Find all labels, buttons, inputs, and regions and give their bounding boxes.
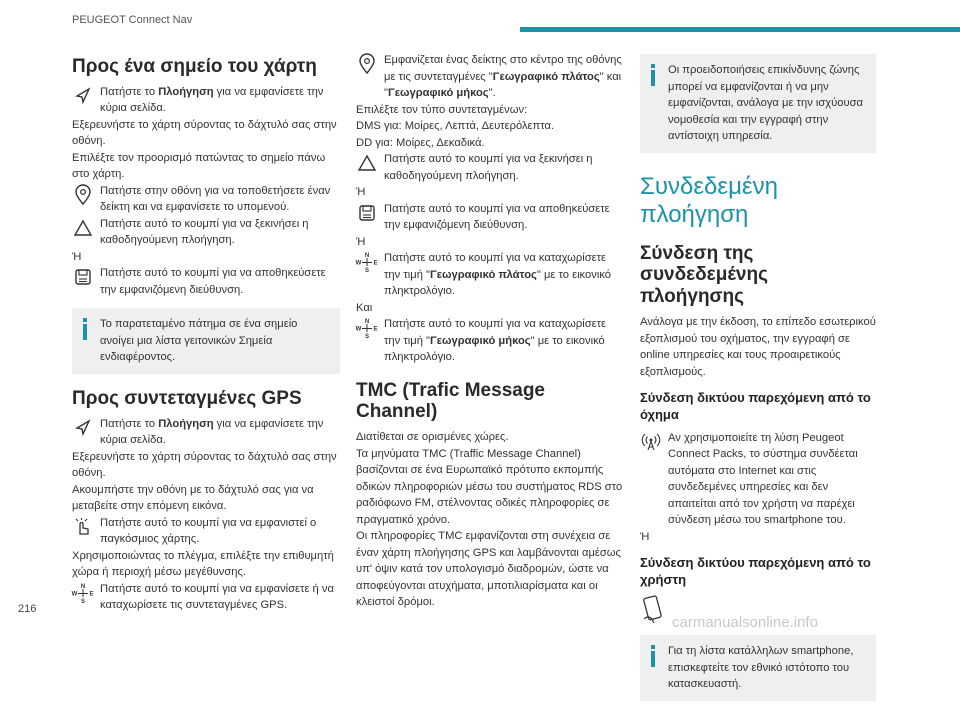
compass-rose-icon	[72, 582, 94, 604]
header-accent-bar	[520, 27, 960, 32]
paragraph: Επιλέξτε τον προορισμό πατώντας το σημείο πάνω στο χάρτη.	[72, 151, 326, 181]
guidance-triangle-icon	[356, 152, 378, 174]
heading-connected-navigation: Συνδεδεμένη πλοήγηση	[640, 172, 778, 228]
info-icon	[80, 318, 92, 345]
antenna-signal-icon	[640, 431, 662, 453]
svg-text:E: E	[373, 326, 378, 333]
column-1	[72, 52, 340, 614]
paragraph: Ακουμπήστε την οθόνη με το δάχτυλό σας για να μεταβείτε στην επόμενη εικόνα.	[72, 483, 314, 513]
step-save	[72, 265, 340, 298]
text: " και "	[384, 70, 622, 99]
paragraph: Διατίθεται σε ορισμένες χώρες.	[356, 431, 509, 444]
info-icon	[648, 64, 660, 91]
or-text: Ή	[72, 250, 82, 263]
step-world-map	[72, 515, 340, 548]
text: Εμφανίζεται ένας δείκτης στο κέντρο της οθόνης με τις συντεταγμένες "	[384, 54, 622, 83]
text: Πατήστε αυτό το κουμπί για να καταχωρίσετε την τιμή "	[384, 252, 607, 281]
svg-text:E: E	[373, 260, 378, 267]
step-text: Αν χρησιμοποιείτε τη λύση Peugeot Connect Packs, το σύστημα συνδέεται αυτόματα στο Internet και στις συνδεδεμένες υπηρεσίες και δεν απαιτείται από τον χρήστη να παρέχει σύνδεση μέσω του smartphone του.	[668, 431, 858, 527]
save-disk-icon	[72, 266, 94, 288]
step-text: Πατήστε αυτό το κουμπί για να ξεκινήσει η καθοδηγούμενη πλοήγηση.	[384, 153, 593, 182]
paragraph: DMS για: Μοίρες, Λεπτά, Δευτερόλεπτα.	[356, 120, 555, 132]
svg-text:W: W	[355, 326, 362, 333]
info-note	[640, 635, 876, 701]
step-marker	[72, 183, 340, 216]
and-text: Και	[356, 301, 373, 314]
text: Πατήστε αυτό το κουμπί για να καταχωρίσετε την τιμή "	[384, 318, 607, 347]
text-bold: Γεωγραφικό πλάτος	[492, 70, 600, 83]
text: για να εμφανίσετε την κύρια σελίδα.	[100, 417, 324, 447]
step-marker-coords	[356, 52, 624, 102]
info-note	[72, 308, 340, 374]
step-navigation	[72, 84, 340, 117]
step-text: Πατήστε αυτό το κουμπί για να εμφανιστεί ο παγκόσμιος χάρτης.	[100, 516, 317, 546]
text-bold: Πλοήγηση	[158, 417, 214, 430]
map-pin-icon	[72, 184, 94, 206]
text: Πατήστε το	[100, 417, 159, 430]
smartphone-icon	[640, 595, 666, 625]
svg-text:W: W	[355, 260, 362, 267]
step-text: Πατήστε αυτό το κουμπί για να αποθηκεύσετε την εμφανιζόμενη διεύθυνση.	[100, 267, 326, 296]
paragraph: Οι πληροφορίες TMC εμφανίζονται στη συνέχεια σε έναν χάρτη πλοήγησης GPS και λαμβάνονται αμέσως υπ' όψιν κατά τον υπολογισμό διαδρομών, ώστε να αποφεύγονται ατυχήματα, μποτιλιαρίσματα και οι κλειστοί δρόμοι.	[356, 530, 621, 609]
text-bold: Πλοήγηση	[158, 85, 214, 98]
svg-text:N: N	[364, 253, 370, 259]
guidance-triangle-icon	[72, 217, 94, 239]
info-note	[640, 54, 876, 153]
svg-text:E: E	[89, 591, 94, 598]
svg-text:W: W	[71, 591, 78, 598]
heading-user-network: Σύνδεση δικτύου παρεχόμενη από το χρήστη	[640, 555, 871, 588]
info-icon	[648, 645, 660, 672]
text: ".	[488, 87, 496, 99]
heading-map-point: Προς ένα σημείο του χάρτη	[72, 56, 317, 77]
step-text: Πατήστε στην οθόνη για να τοποθετήσετε έναν δείκτη και να εμφανίσετε το υπομενού.	[100, 184, 331, 214]
step-text: Πατήστε αυτό το κουμπί για να αποθηκεύσετε την εμφανιζόμενη διεύθυνση.	[384, 202, 610, 231]
step-text: Πατήστε αυτό το κουμπί για να εμφανίσετε ή να καταχωρίσετε τις συντεταγμένες GPS.	[100, 582, 334, 612]
text-bold: Γεωγραφικό μήκος	[387, 87, 489, 99]
paragraph: Εξερευνήστε το χάρτη σύροντας το δάχτυλό σας στην οθόνη.	[72, 118, 337, 148]
compass-rose-icon	[356, 317, 378, 339]
heading-connection: Σύνδεση της συνδεδεμένης πλοήγησης	[640, 242, 768, 308]
text: για να εμφανίσετε την κύρια σελίδα.	[100, 85, 324, 115]
paragraph: Επιλέξτε τον τύπο συντεταγμένων:	[356, 103, 528, 116]
heading-tmc: TMC (Trafic Message Channel)	[356, 379, 545, 423]
svg-text:S: S	[364, 334, 370, 340]
or-text: Ή	[640, 530, 650, 543]
or-text: Ή	[356, 235, 366, 248]
step-longitude	[356, 316, 624, 366]
navigation-arrow-icon	[72, 85, 94, 107]
page-header-title: PEUGEOT Connect Nav	[72, 14, 193, 26]
navigation-arrow-icon	[72, 417, 94, 439]
note-text: Το παρατεταμένο πάτημα σε ένα σημείο ανοίγει μια λίστα γειτονικών Σημεία ενδιαφέροντος.	[100, 318, 298, 364]
step-start-guidance	[72, 216, 340, 249]
paragraph: Εξερευνήστε το χάρτη σύροντας το δάχτυλό σας στην οθόνη.	[72, 450, 337, 480]
column-2	[356, 52, 624, 611]
step-latitude	[356, 250, 624, 300]
save-disk-icon	[356, 202, 378, 224]
column-3	[640, 52, 876, 711]
step-vehicle-connect	[640, 430, 876, 529]
step-text: Πατήστε αυτό το κουμπί για να ξεκινήσει η καθοδηγούμενη πλοήγηση.	[100, 217, 309, 247]
step-gps-coords	[72, 581, 340, 614]
note-text: Οι προειδοποιήσεις επικίνδυνης ζώνης μπορεί να εμφανίζονται ή να μην εμφανίζονται, ανάλογα με την ισχύουσα νομοθεσία και την εγγραφή στην αντίστοιχη υπηρεσία.	[668, 64, 863, 142]
heading-gps: Προς συντεταγμένες GPS	[72, 387, 302, 409]
text-bold: Γεωγραφικό πλάτος	[430, 268, 537, 281]
svg-text:S: S	[364, 268, 370, 274]
step-start-guidance	[356, 151, 624, 184]
text-bold: Γεωγραφικό μήκος	[430, 334, 531, 347]
hand-tap-icon	[72, 516, 94, 538]
heading-vehicle-network: Σύνδεση δικτύου παρεχόμενη από το όχημα	[640, 390, 871, 422]
watermark: carmanualsonline.info	[672, 614, 818, 631]
or-text: Ή	[356, 186, 366, 198]
map-pin-icon	[356, 53, 378, 75]
paragraph: Ανάλογα με την έκδοση, το επίπεδο εσωτερικού εξοπλισμού του οχήματος, την εγγραφή σε online υπηρεσίες και τους προαιρετικούς εξοπλισμούς.	[640, 316, 876, 378]
svg-text:S: S	[80, 598, 86, 605]
note-text: Για τη λίστα κατάλληλων smartphone, επισκεφτείτε τον εθνικό ιστότοπο του κατασκευαστή.	[668, 645, 854, 691]
step-save	[356, 201, 624, 234]
compass-rose-icon	[356, 251, 378, 273]
page-number: 216	[18, 603, 37, 615]
step-navigation	[72, 416, 340, 449]
paragraph: Τα μηνύματα TMC (Traffic Message Channel) βασίζονται σε ένα Ευρωπαϊκό πρότυπο εκπομπής οδικών πληροφοριών μέσω του συστήματος RDS στο ραδιόφωνο FM, στέλνοντας οδικές πληροφορίες σε πραγματικό χρόνο.	[356, 447, 623, 526]
text: " με το εικονικό πληκτρολόγιο.	[384, 334, 605, 363]
text: Πατήστε το	[100, 85, 159, 98]
svg-text:N: N	[364, 319, 370, 325]
paragraph: Χρησιμοποιώντας το πλέγμα, επιλέξτε την επιθυμητή χώρα ή περιοχή μέσω μεγέθυνσης.	[72, 549, 334, 579]
text: " με το εικονικό πληκτρολόγιο.	[384, 268, 611, 297]
svg-text:N: N	[80, 583, 86, 590]
paragraph: DD για: Μοίρες, Δεκαδικά.	[356, 136, 485, 149]
